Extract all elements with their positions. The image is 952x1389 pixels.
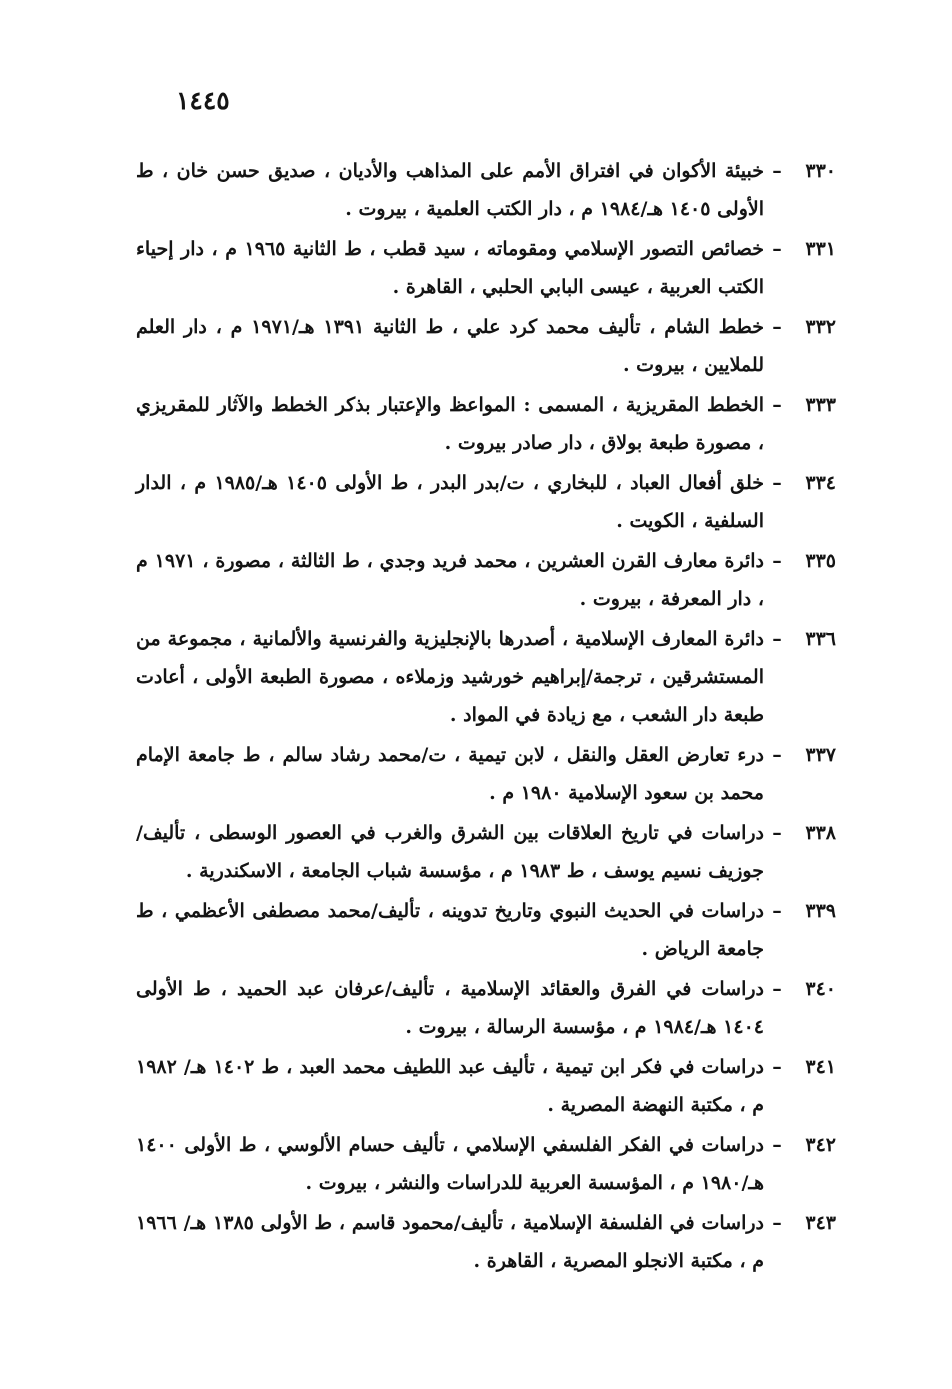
entry-text: دراسات في فكر ابن تيمية ، تأليف عبد اللطيف محمد العبد ، ط ١٤٠٢ هـ/ ١٩٨٢ م ، مكتبة النهضة المصرية . [136,1056,764,1116]
bibliography-entry [136,736,836,812]
entry-dash: – [772,472,782,494]
bibliography-entry [136,970,836,1046]
entry-text: دائرة معارف القرن العشرين ، محمد فريد وجدي ، ط الثالثة ، مصورة ، ١٩٧١ م ، دار المعرفة ، بيروت . [136,550,764,610]
entry-text: خصائص التصور الإسلامي ومقوماته ، سيد قطب ، ط الثانية ١٩٦٥ م ، دار إحياء الكتب العربية ، عيسى البابي الحلبي ، القاهرة . [136,238,764,298]
bibliography-entry [136,1204,836,1280]
bibliography-entry [136,464,836,540]
entry-dash: – [772,628,782,650]
bibliography-entry [136,386,836,462]
bibliography-entry [136,814,836,890]
entry-number: ٣٤٠ [805,978,836,1000]
entry-number: ٣٣٩ [805,900,836,922]
entry-number: ٣٣٨ [805,822,836,844]
entry-text: دراسات في الفلسفة الإسلامية ، تأليف/محمود قاسم ، ط الأولى ١٣٨٥ هـ/ ١٩٦٦ م ، مكتبة الانجلو المصرية ، القاهرة . [136,1212,764,1272]
entry-dash: – [772,900,782,922]
entry-text: دراسات في الفكر الفلسفي الإسلامي ، تأليف حسام الألوسي ، ط الأولى ١٤٠٠ هـ/١٩٨٠ م ، المؤسسة العربية للدراسات والنشر ، بيروت . [136,1134,764,1194]
entry-dash: – [772,160,782,182]
entry-text: الخطط المقريزية ، المسمى : المواعظ والإعتبار بذكر الخطط والآثار للمقريزي ، مصورة طبعة بولاق ، دار صادر بيروت . [136,394,764,454]
entry-number: ٣٣٣ [805,394,836,416]
entry-dash: – [772,744,782,766]
entry-number: ٣٤٢ [805,1134,836,1156]
bibliography-entry [136,1048,836,1124]
entry-dash: – [772,550,782,572]
entry-number: ٣٣٧ [805,744,836,766]
entry-number: ٣٣٤ [805,472,836,494]
entry-dash: – [772,1134,782,1156]
entry-dash: – [772,1212,782,1234]
entry-text: دراسات في تاريخ العلاقات بين الشرق والغرب في العصور الوسطى ، تأليف/جوزيف نسيم يوسف ، ط ١٩٨٣ م ، مؤسسة شباب الجامعة ، الاسكندرية . [136,822,764,882]
entry-dash: – [772,316,782,338]
bibliography-entry [136,620,836,734]
entry-number: ٣٤١ [805,1056,836,1078]
entry-dash: – [772,1056,782,1078]
bibliography-list [136,152,836,1280]
entry-dash: – [772,822,782,844]
entry-text: خلق أفعال العباد ، للبخاري ، ت/بدر البدر ، ط الأولى ١٤٠٥ هـ/١٩٨٥ م ، الدار السلفية ، الكويت . [136,472,764,532]
bibliography-entry [136,308,836,384]
bibliography-entry [136,892,836,968]
entry-dash: – [772,238,782,260]
entry-number: ٣٣٠ [805,160,836,182]
bibliography-entry [136,230,836,306]
entry-number: ٣٣١ [805,238,836,260]
bibliography-entry [136,542,836,618]
entry-text: خبيئة الأكوان في افتراق الأمم على المذاهب والأديان ، صديق حسن خان ، ط الأولى ١٤٠٥ هـ/١٩٨٤ م ، دار الكتب العلمية ، بيروت . [136,160,764,220]
bibliography-entry [136,152,836,228]
entry-text: دراسات في الحديث النبوي وتاريخ تدوينه ، تأليف/محمد مصطفى الأعظمي ، ط جامعة الرياض . [136,900,764,960]
entry-number: ٣٤٣ [805,1212,836,1234]
entry-dash: – [772,978,782,1000]
entry-text: دراسات في الفرق والعقائد الإسلامية ، تأليف/عرفان عبد الحميد ، ط الأولى ١٤٠٤ هـ/١٩٨٤ م ، مؤسسة الرسالة ، بيروت . [136,978,764,1038]
page-number: ١٤٤٥ [176,86,230,115]
entry-dash: – [772,394,782,416]
entry-number: ٣٣٥ [805,550,836,572]
entry-number: ٣٣٢ [805,316,836,338]
bibliography-entry [136,1126,836,1202]
entry-text: دائرة المعارف الإسلامية ، أصدرها بالإنجليزية والفرنسية والألمانية ، مجموعة من المستشرقين ، ترجمة/إبراهيم خورشيد وزملاءه ، مصورة الطبعة الأولى ، أعادت طبعة دار الشعب ، مع زيادة في المواد . [136,628,764,726]
entry-number: ٣٣٦ [805,628,836,650]
entry-text: خطط الشام ، تأليف محمد كرد علي ، ط الثانية ١٣٩١ هـ/١٩٧١ م ، دار العلم للملايين ، بيروت . [136,316,764,376]
entry-text: درء تعارض العقل والنقل ، لابن تيمية ، ت/محمد رشاد سالم ، ط جامعة الإمام محمد بن سعود الإسلامية ١٩٨٠ م . [136,744,764,804]
